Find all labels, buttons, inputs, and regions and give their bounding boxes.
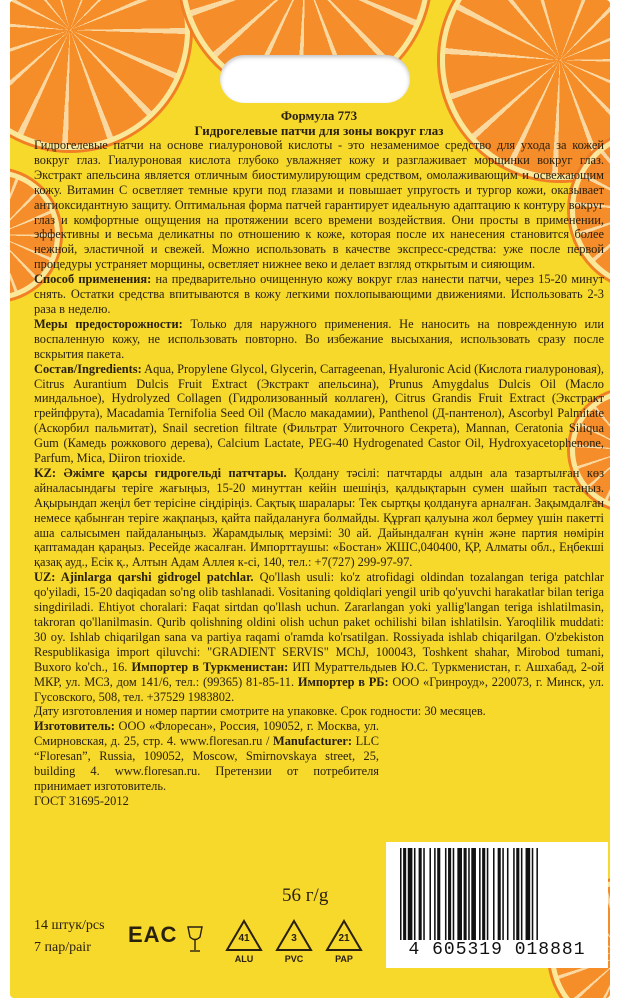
pairs-count: 7 пар/pair — [34, 940, 91, 955]
manufacturer-ru-text: ООО «Флоресан», Россия, 109052, г. Москва, ул. Смирновская, д. 25, стр. 4. www.floresan.ru / — [34, 719, 379, 749]
recycle-alu-label: ALU — [234, 954, 254, 964]
recycle-pap-label: PAP — [335, 954, 353, 964]
eac-mark: EAC — [128, 922, 178, 947]
pieces-count: 14 штук/pcs — [34, 918, 105, 933]
recycle-pvc-label: PVC — [284, 954, 304, 964]
package-back — [10, 0, 610, 998]
tm-importer-text: ИП Мураттельдыев Ю.С. Туркменистан, г. Ашхабад, 2-ой МКР, ул. МСЗ, дом 141/6, тел.: (99365) 81-85-11. — [34, 659, 604, 689]
hang-hole — [220, 55, 410, 103]
ingredients-section — [34, 362, 604, 466]
gost: ГОСТ 31695-2012 — [34, 793, 129, 808]
precautions-section — [34, 317, 604, 362]
kz-label: KZ: Әжімге қарсы гидрогельді патчтары. — [34, 465, 287, 480]
kz-text: Қолдану тәсілі: патчтарды алдын ала тазартылған көз айналасындағы теріге жағыңыз, 15-20 минуттан кейін шешіңіз, қалдықтарын сумен шайып тастаңыз. Ақырындап жеңіл бет терісіне сіңдіріңіз. Сақтық шаралары: Тек сыртқы қолдануға арналған. Зақымдалған немесе қабынған теріге жақпаңыз, қайта пайдалануға болмайды. Құрғап қалуына жол бермеу үшін пакетті аша салысымен пайдаланыңыз. Жарамдылық мерзімі: 30 ай. Дайындалған күнін және партия нөмірін қаптамадан қараңыз. Ресейде жасалған. Импорттаушы: «Бостан» ЖШС,040400, ҚР, Алматы обл., Еңбекші қазақ ауд., Есік қ., Алтын Адам Аллея к-сі, 140, тел.: +7(727) 299-97-97. — [34, 465, 604, 570]
precautions-label: Меры предосторожности: — [34, 316, 183, 331]
uz-section — [34, 570, 604, 704]
label-text — [34, 108, 604, 809]
manufacturer-en-label: Manufacturer: — [273, 734, 352, 749]
tm-importer-label: Импортер в Туркменистан: — [131, 659, 289, 674]
product-title: Гидрогелевые патчи для зоны вокруг глаз — [194, 123, 444, 138]
recycle-alu-number: 41 — [238, 933, 250, 944]
recycle-pvc-number: 3 — [291, 933, 297, 944]
precautions-text: Только для наружного применения. Не наносить на поврежденную или воспаленную кожу, не использовать повторно. Во избежание высыхания, использовать сразу после вскрытия пакета. — [34, 316, 604, 361]
rb-importer-text: ООО «Гринроуд», 220073, г. Минск, ул. Гусовского, 508, тел. +37529 1983802. — [34, 674, 604, 704]
uz-label: UZ: Ajinlarga qarshi gidrogel patchlar. — [34, 570, 254, 585]
ingredients-text: Aqua, Propylene Glycol, Glycerin, Carrageenan, Hyaluronic Acid (Кислота гиалуроновая), Citrus Aurantium Dulcis Fruit Extract (Экстракт апельсина), Prunus Amygdalus Dulcis Oil (Масло миндальное), Hydrolyzed Collagen (Гидролизованный коллаген), Citrus Grandis Fruit Extract (Экстракт грейпфрута), Macadamia Ternifolia Seed Oil (Масло макадамии), Panthenol (Д-пантенол), Ascorbyl Palmitate (Аскорбил пальмитат), Snail secretion filtrate (Фильтрат Улиточного Секрета), Mannan, Ceratonia Siliqua Gum (Камедь рожкового дерева), Calcium Lactate, PEG-40 Hydrogenated Castor Oil, Hydroxyacetophenone, Parfum, Mica, Diiron trioxide. — [34, 361, 605, 466]
glass-fork-icon — [182, 923, 208, 955]
expiry-text: Дату изготовления и номер партии смотрите на упаковке. Срок годности: 30 месяцев. — [34, 704, 486, 719]
usage-section — [34, 272, 604, 317]
barcode-bars — [398, 848, 598, 940]
barcode-number: 4 605319 018881 — [408, 940, 586, 960]
manufacturer-ru-label: Изготовитель: — [34, 719, 115, 734]
usage-label: Способ применения: — [34, 272, 152, 287]
rb-importer-label: Импортер в РБ: — [297, 674, 389, 689]
manufacturer-en-text: LLC “Floresan”, Russia, 109052, Moscow, Smirnovskaya street, 25, building 4. www.floresan.ru. Претензии от потребителя принимает изготовитель. — [34, 734, 380, 793]
recycle-pap-number: 21 — [338, 933, 350, 944]
usage-text: на предварительно очищенную кожу вокруг глаз нанести патчи, через 15-20 минут снять. Остатки средства впитываются в кожу легкими похлопывающими движениями. Использовать 2-3 раза в неделю. — [34, 272, 604, 316]
ingredients-label: Состав/Ingredients: — [34, 361, 142, 376]
formula-title: Формула 773 — [280, 108, 358, 123]
kz-section — [34, 466, 604, 570]
manufacturer-section — [34, 719, 379, 794]
description: Гидрогелевые патчи на основе гиалуроновой кислоты - это незаменимое средство для ухода за кожей вокруг глаз. Гиалуроновая кислота глубоко увлажняет кожу и разглаживает морщинки вокруг глаз. Экстракт апельсина является отличным биостимулирующим средством, омолаживающим и освежающим кожу. Витамин С осветляет темные круги под глазами и повышает упругость и тургор кожи, оказывает антиоксидантную защиту. Оптимальная форма патчей гарантирует идеальную адаптацию к контуру вокруг глаз и комфортные ощущения на протяжении всего времени воздействия. Они просты в применении, эффективны и весьма деликатны по отношению к коже, которая после их нанесения становится более нежной, эластичной и свежей. Можно использовать в качестве экспресс-средства: уже после первой процедуры устраняет морщины, осветляет нижнее веко и делает взгляд открытым и сияющим. — [34, 138, 604, 272]
uz-text: Qo'llash usuli: ko'z atrofidagi oldindan tozalangan teriga patchlar qo'yiladi, 15-20 daqiqadan so'ng olib tashlanadi. Vositaning qoldiqlari yengil urib qo'yuvchi harakatlar bilan teriga singdiriladi. Ehtiyot choralari: Faqat sirtdan qo'llash uchun. Zararlangan yoki yallig'langan teriga ishlatilmasin, takroran qo'llanilmasin. Qurib qolishning oldini olish uchun paket ochilishi bilan ishlatilsin. Yaroqlilik muddati: 30 oy. Ishlab chiqarilgan sana va partiya raqami o'ramda ko'rsatilgan. Rossiyada ishlab chiqarilgan. O'zbekiston Respublikasiga import qiluvchi: "GRADIENT SERVIS" MChJ, 100043, Toshkent shahar, Mirobod tumani, Buxoro ko'ch., 16. — [34, 570, 604, 674]
net-weight: 56 г/g — [282, 885, 329, 906]
barcode — [386, 842, 608, 968]
